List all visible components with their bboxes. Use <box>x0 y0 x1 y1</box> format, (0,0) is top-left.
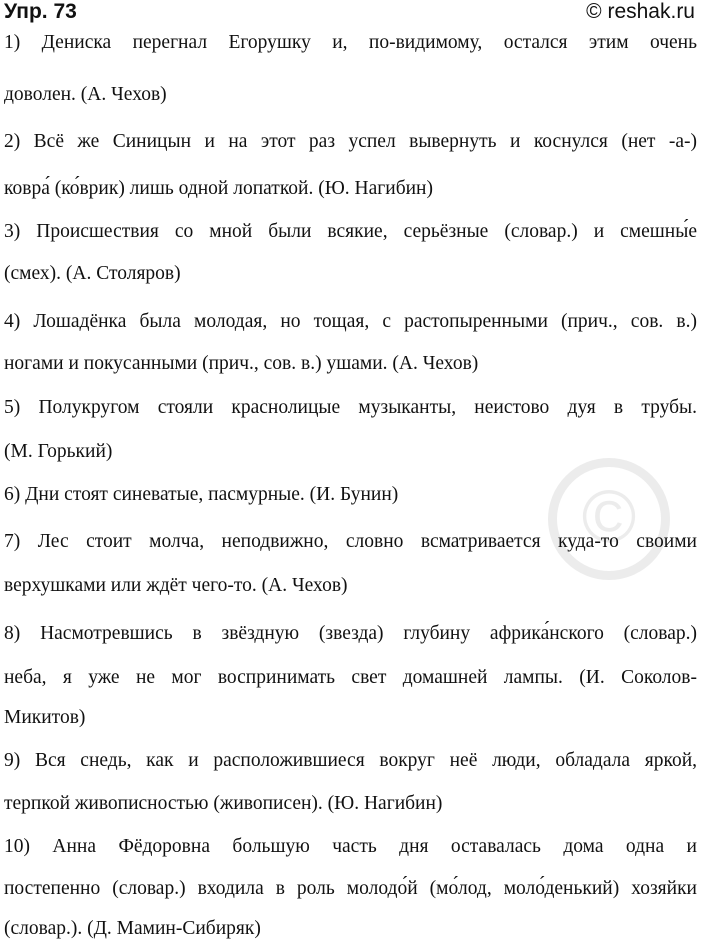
text-line-6: (смех). (А. Столяров) <box>4 263 181 284</box>
text-line-12: 7) Лес стоит молча, неподвижно, словно всматривается куда-то своими <box>4 531 697 552</box>
text-line-14: 8) Насмотревшись в звёздную (звезда) глубину африка́нского (словар.) <box>4 623 697 644</box>
text-line-7: 4) Лошадёнка была молодая, но тощая, с растопыренными (прич., сов. в.) <box>4 311 697 332</box>
text-line-5: 3) Происшествия со мной были всякие, серьёзные (словар.) и смешны́е <box>4 221 697 242</box>
text-line-16: Микитов) <box>4 707 86 728</box>
text-line-2: доволен. (А. Чехов) <box>4 84 167 105</box>
exercise-title: Упр. 73 <box>4 0 77 23</box>
text-line-1: 1) Дениска перегнал Егорушку и, по-видимому, остался этим очень <box>4 32 697 53</box>
text-line-8: ногами и покусанными (прич., сов. в.) ушами. (А. Чехов) <box>4 353 479 374</box>
text-line-21: (словар.). (Д. Мамин-Сибиряк) <box>4 918 261 939</box>
text-line-17: 9) Вся снедь, как и расположившиеся вокруг неё люди, обладала яркой, <box>4 750 697 771</box>
text-line-11: 6) Дни стоят синеватые, пасмурные. (И. Бунин) <box>4 484 399 505</box>
site-copyright: © reshak.ru <box>586 0 695 23</box>
text-line-20: постепенно (словар.) входила в роль молодо́й (мо́лод, моло́денький) хозяйки <box>4 878 697 899</box>
text-line-3: 2) Всё же Синицын и на этот раз успел вывернуть и коснулся (нет -а-) <box>4 131 697 152</box>
text-line-4: ковра́ (ко́врик) лишь одной лопаткой. (Ю. Нагибин) <box>4 178 433 199</box>
text-line-15: неба, я уже не мог воспринимать свет домашней лампы. (И. Соколов- <box>4 667 697 688</box>
copyright-watermark-icon: © <box>548 458 670 580</box>
text-line-9: 5) Полукругом стояли краснолицые музыканты, неистово дуя в трубы. <box>4 397 697 418</box>
text-line-13: верхушками или ждёт чего-то. (А. Чехов) <box>4 575 348 596</box>
text-line-19: 10) Анна Фёдоровна большую часть дня оставалась дома одна и <box>4 836 697 857</box>
text-line-10: (М. Горький) <box>4 441 113 462</box>
text-line-18: терпкой живописностью (живописен). (Ю. Нагибин) <box>4 793 443 814</box>
